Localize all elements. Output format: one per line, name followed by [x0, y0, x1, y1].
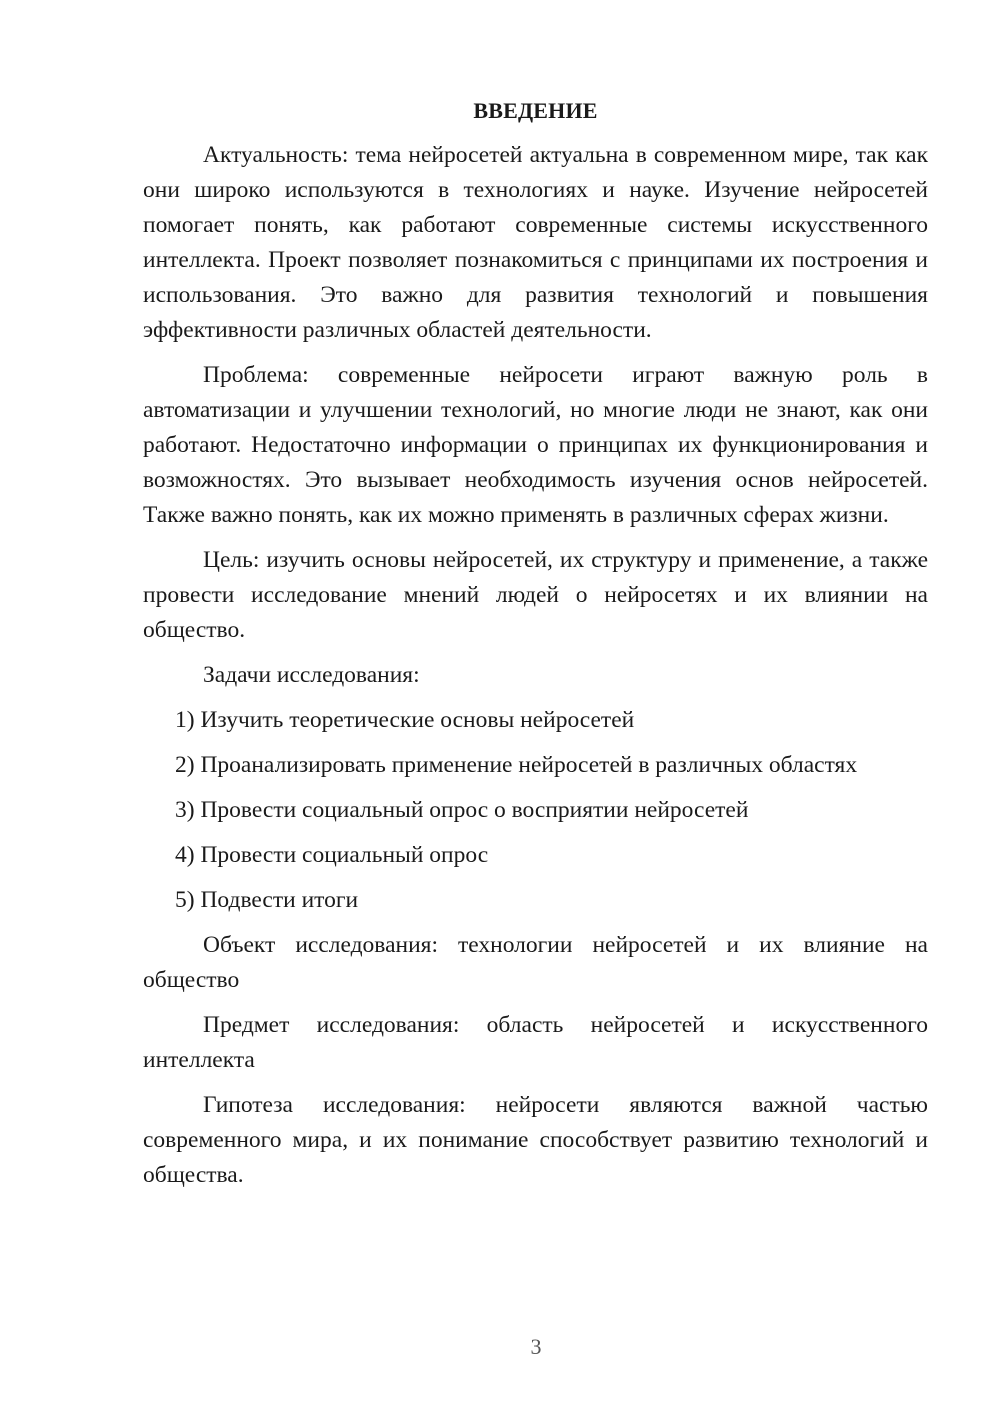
task-item-3: 3) Провести социальный опрос о восприятии нейросетей	[175, 797, 749, 823]
task-item-1: 1) Изучить теоретические основы нейросетей	[175, 707, 635, 733]
page-number: 3	[530, 1334, 542, 1359]
problem-paragraph: Проблема: современные нейросети играют важную роль в автоматизации и улучшении технологий, но многие люди не знают, как они работают. Недостаточно информации о принципах их функционирования и возможностях. Это вызывает необходимость изучения основ нейросетей. Также важно понять, как их можно применять в различных сферах жизни.	[143, 362, 928, 528]
tasks-heading: Задачи исследования:	[203, 662, 420, 688]
page-title: ВВЕДЕНИЕ	[473, 98, 598, 123]
object-paragraph: Объект исследования: технологии нейросетей и их влияние на общество	[143, 932, 928, 993]
hypothesis-paragraph: Гипотеза исследования: нейросети являются важной частью современного мира, и их понимание способствует развитию технологий и общества.	[143, 1092, 928, 1188]
task-item-2: 2) Проанализировать применение нейросетей в различных областях	[175, 752, 858, 778]
document-body	[143, 96, 928, 1203]
task-item-4: 4) Провести социальный опрос	[175, 842, 489, 868]
relevance-paragraph: Актуальность: тема нейросетей актуальна в современном мире, так как они широко используются в технологиях и науке. Изучение нейросетей помогает понять, как работают современные системы искусственного интеллекта. Проект позволяет познакомиться с принципами их построения и использования. Это важно для развития технологий и повышения эффективности различных областей деятельности.	[143, 142, 928, 343]
tasks-list	[143, 703, 928, 918]
task-item-5: 5) Подвести итоги	[175, 887, 359, 913]
subject-paragraph: Предмет исследования: область нейросетей и искусственного интеллекта	[143, 1012, 928, 1073]
goal-paragraph: Цель: изучить основы нейросетей, их структуру и применение, а также провести исследование мнений людей о нейросетях и их влиянии на общество.	[143, 547, 928, 643]
